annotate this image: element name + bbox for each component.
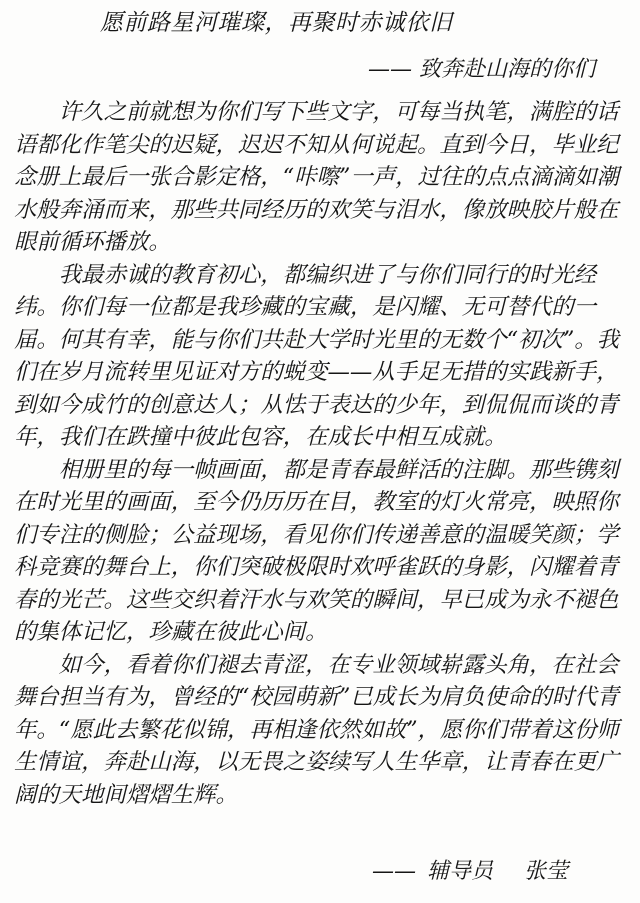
signature-dash: —— [372, 859, 416, 884]
letter-body [14, 96, 626, 811]
signature-role: 辅导员 [427, 859, 494, 884]
signature [372, 858, 568, 886]
paragraph-1: 许久之前就想为你们写下些文字，可每当执笔，满腔的话语都化作笔尖的迟疑，迟迟不知从何说起。直到今日，毕业纪念册上最后一张合影定格，“咔嚓”一声，过往的点点滴滴如潮水般奔涌而来，那些共同经历的欢笑与泪水，像放映胶片般在眼前循环播放。 [14, 99, 620, 255]
paragraph-4: 如今，看着你们褪去青涩，在专业领域崭露头角，在社会舞台担当有为，曾经的“校园萌新”已成长为肩负使命的时代青年。“愿此去繁花似锦，再相逢依然如故”，愿你们带着这份师生情谊，奔赴山海，以无畏之姿续写人生华章，让青春在更广阔的天地间熠熠生辉。 [14, 651, 620, 808]
signature-name: 张莹 [524, 859, 569, 884]
paragraph-3: 相册里的每一帧画面，都是青春最鲜活的注脚。那些镌刻在时光里的画面，至今仍历历在目，教室的灯火常亮，映照你们专注的侧脸；公益现场，看见你们传递善意的温暖笑颜；学科竞赛的舞台上，你们突破极限时欢呼雀跃的身影，闪耀着青春的光芒。这些交织着汗水与欢笑的瞬间，早已成为永不褪色的集体记忆，珍藏在彼此心间。 [14, 456, 619, 645]
letter-title: 愿前路星河璀璨，再聚时赤诚依旧 [100, 10, 453, 36]
paragraph-2: 我最赤诚的教育初心，都编织进了与你们同行的时光经纬。你们每一位都是我珍藏的宝藏，是闪耀、无可替代的一届。何其有幸，能与你们共赴大学时光里的无数个“初次”。我们在岁月流转里见证对方的蜕变——从手足无措的实践新手，到如今成竹的创意达人；从怯于表达的少年，到侃侃而谈的青年，我们在跌撞中彼此包容，在成长中相互成就。 [14, 261, 620, 450]
dedication-line: —— 致奔赴山海的你们 [368, 57, 595, 82]
